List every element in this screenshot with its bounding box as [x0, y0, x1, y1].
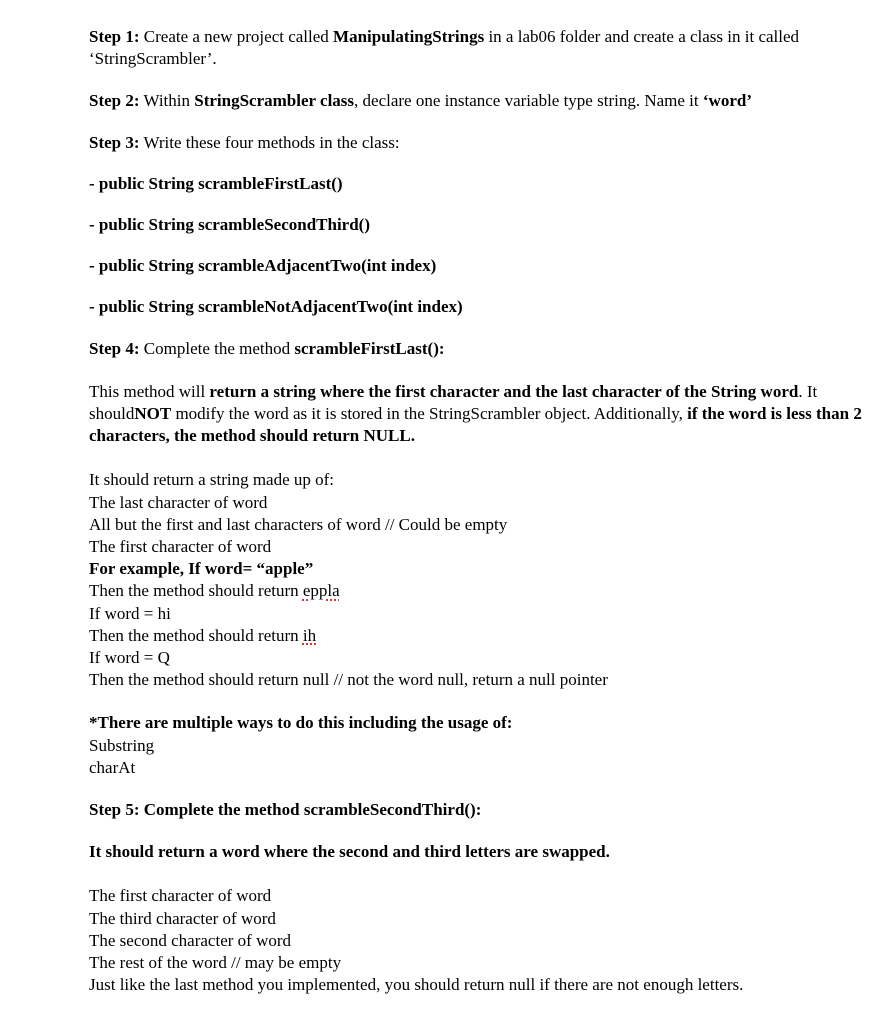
step5-line: The third character of word	[89, 908, 276, 928]
method-signature	[89, 296, 869, 318]
return-line: If word = hi	[89, 603, 171, 623]
return-line: Then the method should return null // not the word null, return a null pointer	[89, 670, 608, 690]
step5-subheading-text: It should return a word where the second and third letters are swapped.	[89, 842, 610, 862]
step2-text-mid: , declare one instance variable type string. Name it	[354, 91, 703, 111]
project-name: ManipulatingStrings	[333, 27, 485, 46]
ways-item: charAt	[89, 757, 136, 777]
step2-paragraph	[89, 90, 869, 112]
step2-text: Within	[139, 91, 195, 111]
desc-text: This method will	[89, 381, 210, 401]
spelling-flagged-word: ih	[302, 625, 317, 645]
desc-bold: return a string where the first character and the last character of the String word	[209, 381, 799, 401]
return-line-text: Then the method should return	[89, 625, 303, 645]
return-line	[89, 580, 869, 602]
spelling-flagged-word: eppla	[302, 581, 340, 601]
step3-paragraph	[89, 132, 869, 154]
step1-paragraph	[89, 26, 869, 70]
step4-label: Step 4:	[89, 338, 140, 358]
return-line: If word = Q	[89, 648, 170, 668]
step5-line: The rest of the word // may be empty	[89, 953, 342, 973]
step5-line: The first character of word	[89, 886, 272, 906]
document-page	[89, 26, 869, 997]
step4-paragraph	[89, 338, 869, 360]
desc-bold: NOT	[134, 404, 172, 424]
step4-method: scrambleFirstLast():	[294, 338, 445, 358]
ways-block	[89, 712, 869, 779]
ways-item: Substring	[89, 735, 155, 755]
step1-label: Step 1:	[89, 27, 140, 46]
method-signature	[89, 214, 869, 236]
step5-subheading	[89, 841, 869, 863]
ways-heading	[89, 712, 869, 734]
step3-label: Step 3:	[89, 132, 140, 152]
desc-bold: if the word is less than 2 characters, the method should return NULL.	[89, 404, 862, 446]
return-line: It should return a string made up of:	[89, 470, 335, 490]
step2-label: Step 2:	[89, 91, 140, 111]
example-heading	[89, 558, 869, 580]
method-signature-text: - public String scrambleAdjacentTwo(int index)	[89, 256, 437, 276]
method-signature-text: - public String scrambleNotAdjacentTwo(int index)	[89, 297, 463, 317]
step5-line: Just like the last method you implemented, you should return null if there are not enough letters.	[89, 975, 744, 995]
step1-text-end: in a lab06 folder and create a class in it called ‘StringScrambler’.	[89, 27, 800, 69]
step5-heading-text: Step 5: Complete the method scrambleSecondThird():	[89, 800, 482, 820]
step4-text: Complete the method	[139, 338, 295, 358]
step5-line: The second character of word	[89, 930, 292, 950]
return-description	[89, 469, 869, 691]
desc-text: . It should	[89, 381, 818, 424]
return-line: The first character of word	[89, 537, 272, 557]
return-line	[89, 625, 869, 647]
class-name: StringScrambler class	[194, 91, 355, 111]
method-signature-text: - public String scrambleFirstLast()	[89, 173, 343, 193]
method-signature	[89, 255, 869, 277]
method-signature-text: - public String scrambleSecondThird()	[89, 215, 370, 235]
example-heading-text: For example, If word= “apple”	[89, 559, 314, 579]
step5-description	[89, 885, 869, 996]
ways-heading-text: *There are multiple ways to do this including the usage of:	[89, 713, 513, 733]
method-description	[89, 381, 869, 448]
method-signature	[89, 173, 869, 195]
step5-heading	[89, 799, 869, 821]
step1-text: Create a new project called	[139, 27, 334, 46]
variable-name: ‘word’	[702, 91, 752, 111]
return-line: All but the first and last characters of word // Could be empty	[89, 514, 508, 534]
desc-text: modify the word as it is stored in the StringScrambler object. Additionally,	[171, 404, 688, 424]
return-line-text: Then the method should return	[89, 581, 303, 601]
return-line: The last character of word	[89, 492, 268, 512]
step3-text: Write these four methods in the class:	[139, 132, 400, 152]
